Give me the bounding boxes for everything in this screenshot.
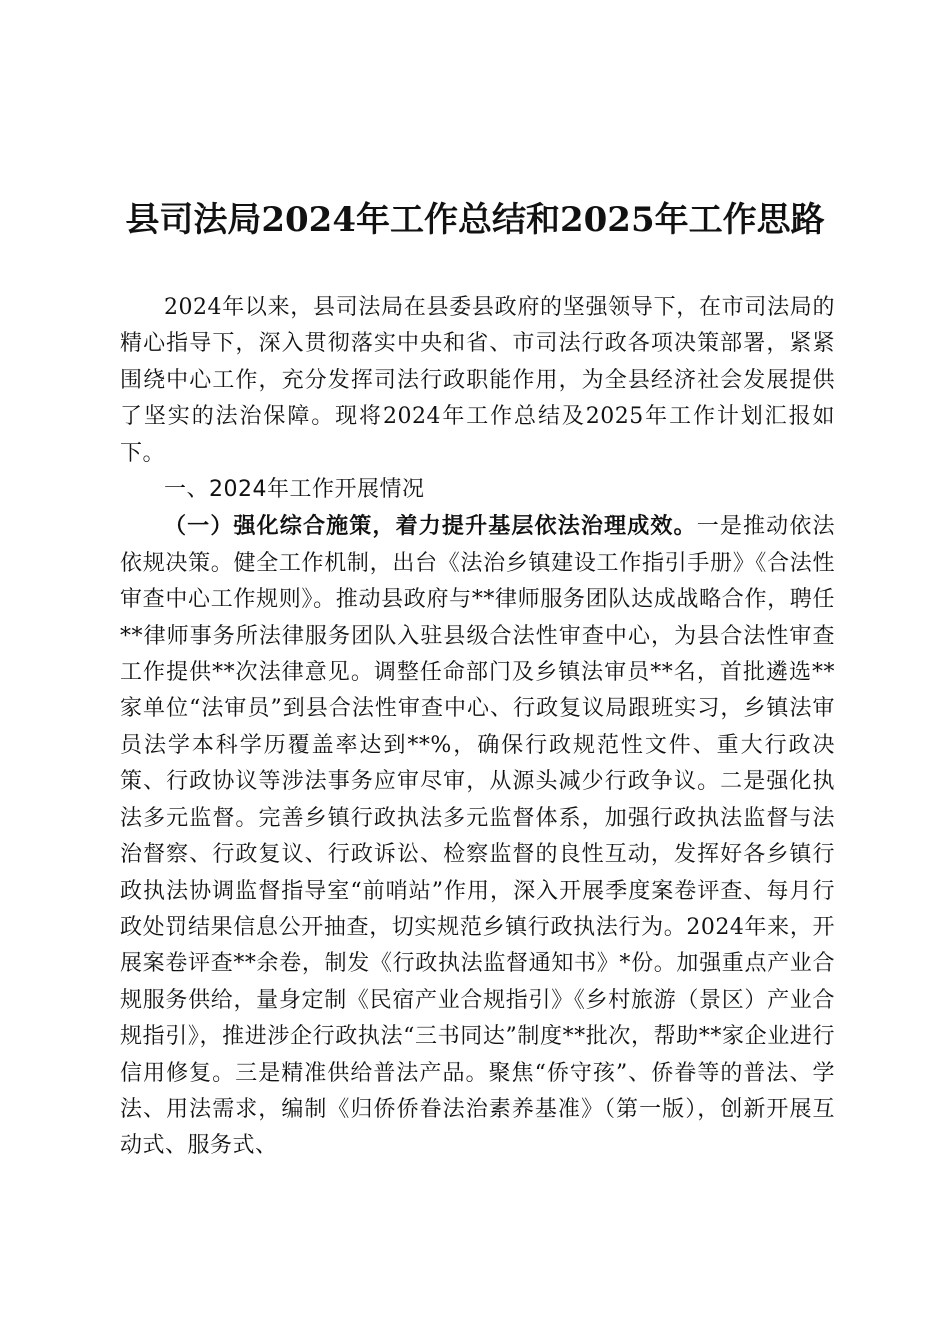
document-body [120, 290, 835, 1165]
subsection-heading: （一）强化综合施策，着力提升基层依法治理成效。 [164, 513, 697, 540]
intro-paragraph: 2024年以来，县司法局在县委县政府的坚强领导下，在市司法局的精心指导下，深入贯彻落实中央和省、市司法行政各项决策部署，紧紧围绕中心工作，充分发挥司法行政职能作用，为全县经济社会发展提供了坚实的法治保障。现将2024年工作总结及2025年工作计划汇报如下。 [120, 295, 835, 466]
subsection-body: 一是推动依法依规决策。健全工作机制，出台《法治乡镇建设工作指引手册》《合法性审查中心工作规则》。推动县政府与**律师服务团队达成战略合作，聘任**律师事务所法律服务团队入驻县级合法性审查中心，为县合法性审查工作提供**次法律意见。调整任命部门及乡镇法审员**名，首批遴选**家单位“法审员”到县合法性审查中心、行政复议局跟班实习，乡镇法审员法学本科学历覆盖率达到**%，确保行政规范性文件、重大行政决策、行政协议等涉法事务应审尽审，从源头减少行政争议。二是强化执法多元监督。完善乡镇行政执法多元监督体系，加强行政执法监督与法治督察、行政复议、行政诉讼、检察监督的良性互动，发挥好各乡镇行政执法协调监督指导室“前哨站”作用，深入开展季度案卷评查、每月行政处罚结果信息公开抽查，切实规范乡镇行政执法行为。2024年来，开展案卷评查**余卷，制发《行政执法监督通知书》*份。加强重点产业合规服务供给，量身定制《民宿产业合规指引》《乡村旅游（景区）产业合规指引》，推进涉企行政执法“三书同达”制度**批次，帮助**家企业进行信用修复。三是精准供给普法产品。聚焦“侨守孩”、侨眷等的普法、学法、用法需求，编制《归侨侨眷法治素养基准》（第一版），创新开展互动式、服务式、 [120, 514, 835, 1159]
subsection-paragraph [120, 508, 835, 1164]
document-title: 县司法局2024年工作总结和2025年工作思路 [125, 200, 825, 240]
section-heading: 一、2024年工作开展情况 [164, 477, 425, 503]
